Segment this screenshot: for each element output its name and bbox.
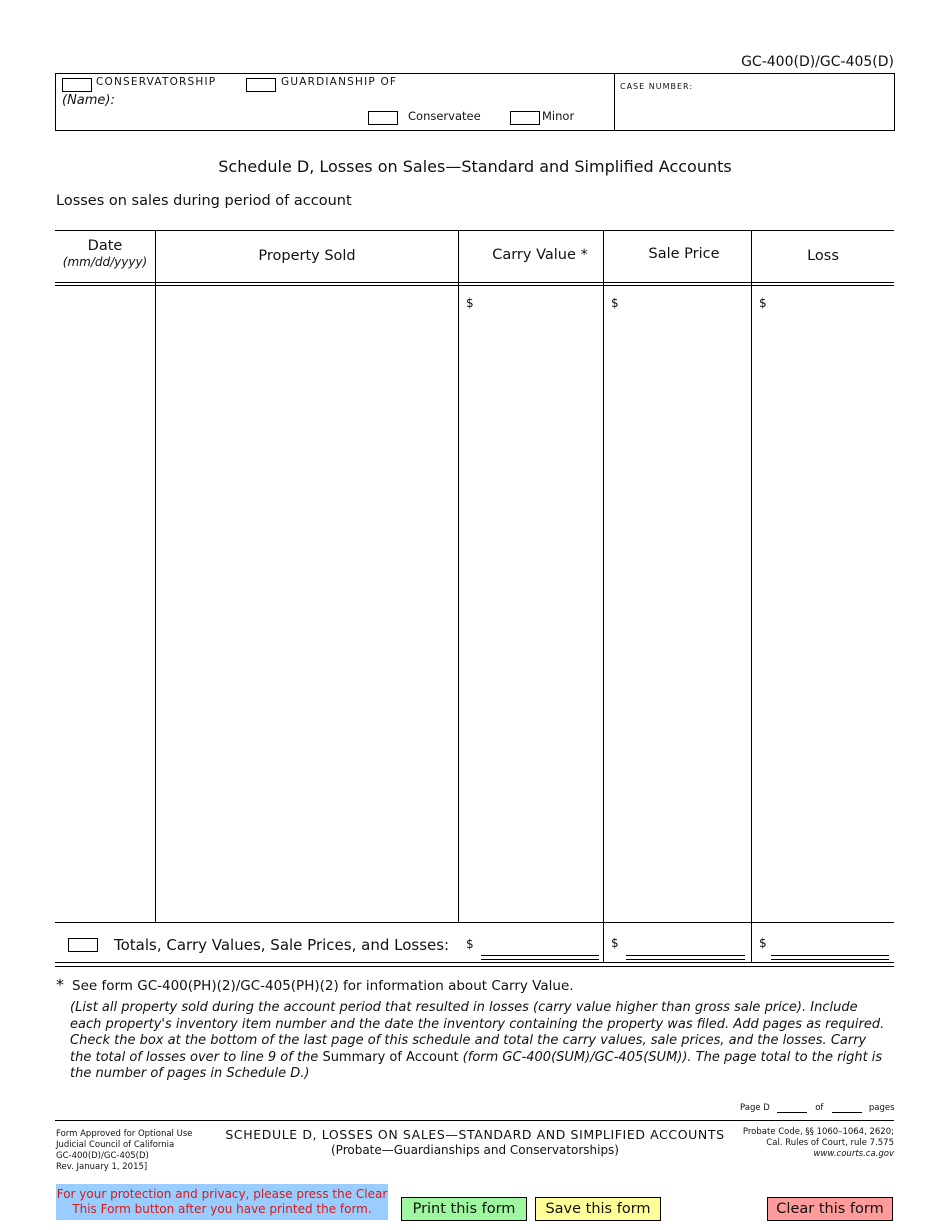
carry-value-entry-area[interactable] (460, 287, 602, 921)
losses-table (55, 230, 894, 968)
sale-column-rule (751, 230, 752, 962)
table-top-rule (55, 230, 894, 231)
total-loss-field[interactable] (771, 955, 889, 960)
caption-box (55, 73, 895, 131)
date-entry-area[interactable] (56, 287, 154, 921)
header-divider (614, 74, 615, 130)
carry-value-footnote (56, 975, 574, 994)
sale-price-header: Sale Price (648, 246, 720, 262)
footer-right-line: Probate Code, §§ 1060–1064, 2620; (742, 1127, 894, 1137)
of-label: of (815, 1103, 824, 1113)
footer-title-text: SCHEDULE D, LOSSES ON SALES—STANDARD AND SIMPLIFIED ACCOUNTS (225, 1127, 725, 1142)
conservatorship-checkbox[interactable] (62, 78, 92, 92)
footer-title (200, 1127, 750, 1157)
name-input[interactable] (116, 92, 600, 110)
schedule-subtitle: Losses on sales during period of account (56, 193, 352, 209)
page-label: Page D (740, 1103, 770, 1113)
totals-label: Totals, Carry Values, Sale Prices, and Losses: (114, 936, 450, 954)
footer-left-line: Rev. January 1, 2015] (56, 1162, 148, 1172)
save-button[interactable]: Save this form (535, 1197, 661, 1221)
footer-approval (56, 1129, 193, 1173)
total-sale-field[interactable] (626, 955, 745, 960)
pages-label: pages (868, 1103, 895, 1113)
footer-rule (55, 1120, 894, 1121)
header-bottom-rule-2 (55, 285, 894, 286)
table-bottom-rule (55, 962, 894, 963)
property-sold-header: Property Sold (258, 248, 356, 264)
carry-column-rule (603, 230, 604, 962)
total-carry-dollar: $ (466, 937, 474, 951)
date-format-label: (mm/dd/yyyy) (62, 255, 148, 269)
case-number-input[interactable] (620, 98, 890, 124)
footer-subtitle-text: (Probate—Guardianships and Conservatorships) (330, 1143, 619, 1157)
note-text-1: (List all property sold during the account period that resulted in losses (carry value higher than gross sale price). Include each property's inventory item number and the date the inventory containing the property was filed. Add pages as required. Check the box at the bottom of the last page of this schedule and total the carry values, sale prices, and the losses. Carry the total of losses over to line 9 of the (70, 1000, 885, 1065)
conservatee-checkbox[interactable] (368, 111, 398, 125)
total-carry-field[interactable] (481, 955, 599, 960)
total-sale-dollar: $ (611, 936, 619, 950)
footer-left-line: Form Approved for Optional Use (56, 1129, 193, 1139)
property-column-rule (458, 230, 459, 922)
header-bottom-rule (55, 282, 894, 283)
case-number-label: CASE NUMBER: (620, 82, 694, 91)
total-pages-field[interactable] (832, 1102, 862, 1113)
sale-price-entry-area[interactable] (605, 287, 750, 921)
privacy-notice: For your protection and privacy, please press the Clear This Form button after you have printed the form. (56, 1184, 388, 1220)
minor-label: Minor (542, 109, 575, 123)
conservatorship-label: CONSERVATORSHIP (96, 76, 217, 88)
loss-header: Loss (807, 248, 839, 264)
table-bottom-rule-2 (55, 966, 894, 967)
last-page-checkbox[interactable] (68, 938, 98, 952)
sale-price-dollar: $ (611, 296, 619, 310)
carry-value-header: Carry Value * (492, 247, 588, 263)
minor-checkbox[interactable] (510, 111, 540, 125)
clear-button[interactable]: Clear this form (767, 1197, 893, 1221)
courts-website-link[interactable]: www.courts.ca.gov (813, 1149, 894, 1159)
footnote-text: See form GC-400(PH)(2)/GC-405(PH)(2) for information about Carry Value. (72, 978, 574, 994)
guardianship-label: GUARDIANSHIP OF (281, 76, 398, 88)
property-entry-area[interactable] (157, 287, 457, 921)
page-count (740, 1102, 895, 1113)
footer-citations (743, 1127, 894, 1160)
form-id: GC-400(D)/GC-405(D) (741, 54, 894, 70)
schedule-title: Schedule D, Losses on Sales—Standard and Simplified Accounts (218, 157, 732, 176)
footer-left-line: GC-400(D)/GC-405(D) (56, 1151, 149, 1161)
date-header (55, 238, 155, 269)
totals-top-rule (55, 922, 894, 923)
footnote-asterisk: * (56, 975, 64, 994)
instructions-note (70, 1000, 885, 1083)
page-number-field[interactable] (777, 1102, 807, 1113)
name-label: (Name): (62, 93, 115, 108)
date-header-label: Date (87, 238, 123, 254)
carry-value-dollar: $ (466, 296, 474, 310)
conservatee-label: Conservatee (408, 109, 481, 123)
note-text-2: Summary of Account (322, 1049, 459, 1065)
date-column-rule (155, 230, 156, 922)
footer-right-line: Cal. Rules of Court, rule 7.575 (766, 1138, 894, 1148)
total-loss-dollar: $ (759, 936, 767, 950)
loss-dollar: $ (759, 296, 767, 310)
loss-entry-area[interactable] (753, 287, 893, 921)
print-button[interactable]: Print this form (401, 1197, 527, 1221)
guardianship-checkbox[interactable] (246, 78, 276, 92)
note-text-3: (form GC-400(SUM)/GC-405(SUM)). The page total to the right is the number of pages in Schedule D.) (70, 1049, 883, 1081)
footer-left-line: Judicial Council of California (56, 1140, 175, 1150)
